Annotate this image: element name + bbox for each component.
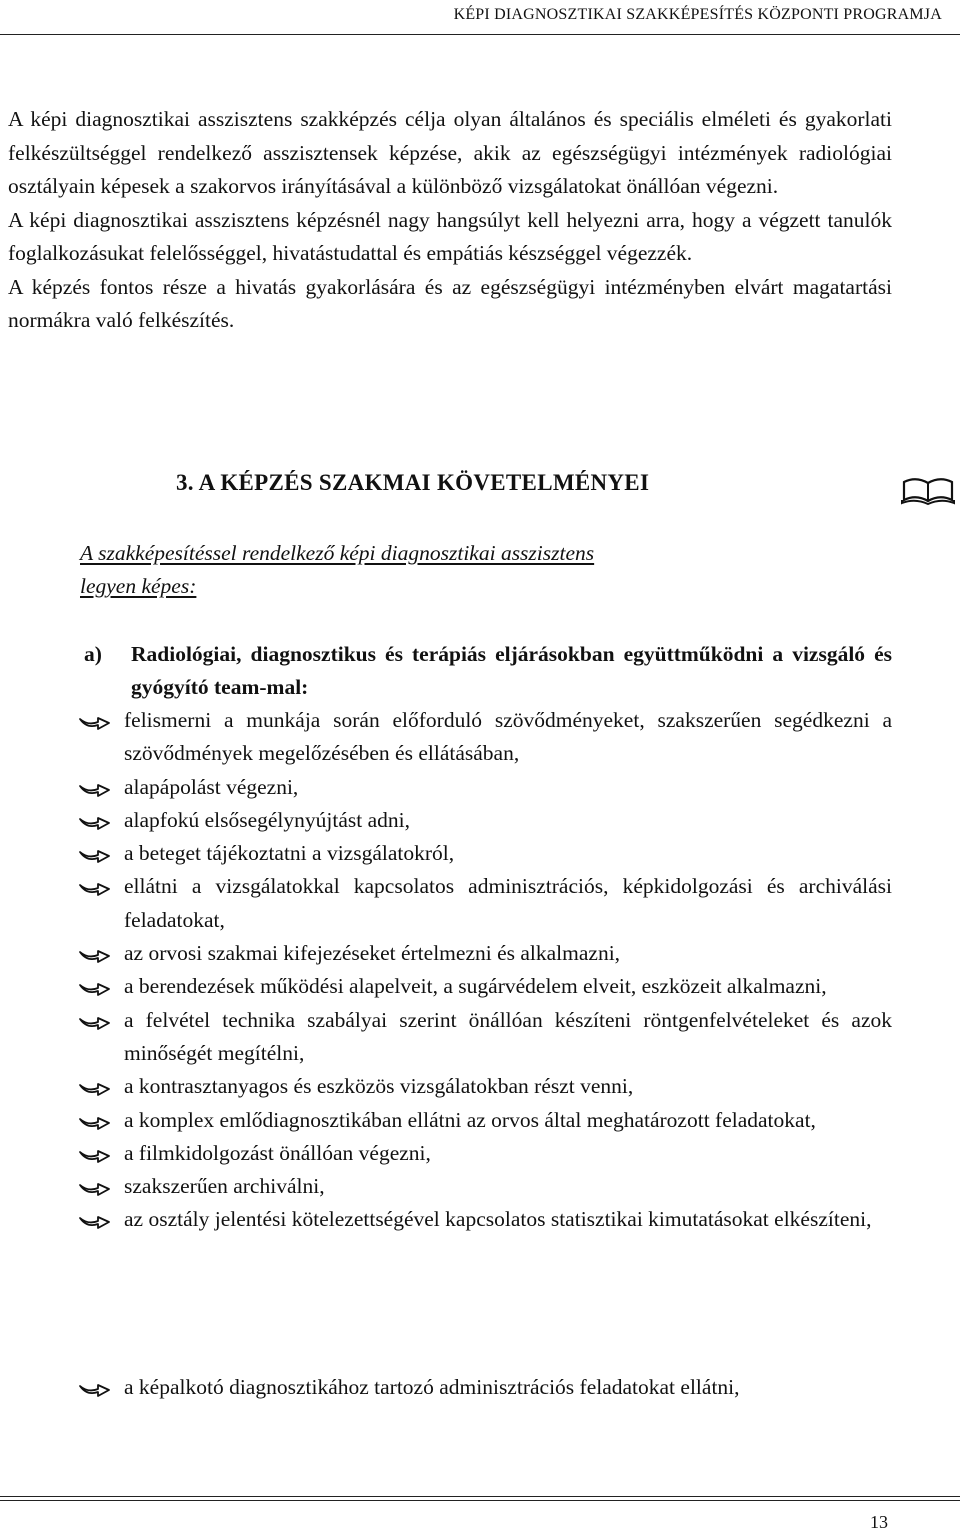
arrow-bullet-icon [78,846,112,864]
list-item-text: a kontrasztanyagos és eszközös vizsgálatokban részt venni, [124,1074,634,1099]
running-header: KÉPI DIAGNOSZTIKAI SZAKKÉPESÍTÉS KÖZPONTI PROGRAMJA [453,6,942,23]
list-item [78,937,892,970]
list-item-text: az orvosi szakmai kifejezéseket értelmezni és alkalmazni, [124,941,621,966]
intro-paragraph: A képi diagnosztikai asszisztens szakképzés célja olyan általános és speciális elméleti és gyakorlati felkészültséggel rendelkező asszisztensek képzése, akik az egészségügyi intézmények radiológiai osztályain képesek a szakorvos irányításával a különböző vizsgálatokat önállóan végezni. [8,107,892,198]
footer-rule [0,1500,960,1501]
list-item [78,1371,892,1404]
intro-text [8,103,892,338]
list-item-text: a filmkidolgozást önállóan végezni, [124,1140,431,1165]
arrow-bullet-icon [78,1380,112,1398]
list-item [78,1004,892,1071]
subtitle-line: legyen képes: [80,574,197,598]
arrow-bullet-icon [78,946,112,964]
arrow-bullet-icon [78,1079,112,1097]
header-rule [0,34,960,35]
arrow-bullet-icon [78,1179,112,1197]
arrow-bullet-icon [78,979,112,997]
group-letter: a) [84,642,102,666]
list-item [78,1203,892,1236]
list-item-text: a berendezések működési alapelveit, a sugárvédelem elveit, eszközeit alkalmazni, [124,974,827,999]
arrow-bullet-icon [78,713,112,731]
list-item-text: a beteget tájékoztatni a vizsgálatokról, [124,841,455,866]
group-heading: Radiológiai, diagnosztikus és terápiás eljárásokban együttműködni a vizsgáló és gyógyító team-mal: [131,642,892,699]
section-subtitle [80,537,780,603]
list-item [78,1170,892,1203]
subtitle-line: A szakképesítéssel rendelkező képi diagnosztikai asszisztens [80,541,595,565]
list-item [78,970,892,1003]
list-item [78,870,892,937]
arrow-bullet-icon [78,1146,112,1164]
list-item-text: ellátni a vizsgálatokkal kapcsolatos adminisztrációs, képkidolgozási és archiválási feladatokat, [124,874,892,932]
section-title: 3. A KÉPZÉS SZAKMAI KÖVETELMÉNYEI [176,470,650,495]
list-item [78,1104,892,1137]
list-item-text: a felvétel technika szabályai szerint önállóan készíteni röntgenfelvételeket és azok minőségét megítélni, [124,1007,892,1065]
arrow-bullet-icon [78,1113,112,1131]
page-number: 13 [870,1512,888,1532]
list-item [78,837,892,870]
list-item-text: alapápolást végezni, [124,774,299,799]
requirement-list [78,1371,892,1404]
list-item-text: felismerni a munkája során előforduló szövődményeket, szakszerűen segédkezni a szövődmények megelőzésében és ellátásában, [124,708,892,766]
list-item-text: az osztály jelentési kötelezettségével kapcsolatos statisztikai kimutatásokat elkészíteni, [124,1207,872,1232]
intro-paragraph: A képi diagnosztikai asszisztens képzésnél nagy hangsúlyt kell helyezni arra, hogy a végzett tanulók foglalkozásukat felelősséggel, hivatástudattal és empátiás készséggel végezzék. [8,207,892,265]
arrow-bullet-icon [78,813,112,831]
list-item [78,771,892,804]
arrow-bullet-icon [78,1013,112,1031]
intro-paragraph: A képzés fontos része a hivatás gyakorlására és az egészségügyi intézményben elvárt magatartási normákra való felkészítés. [8,274,892,332]
list-item-text: a komplex emlődiagnosztikában ellátni az orvos által meghatározott feladatokat, [124,1107,816,1132]
requirement-group-a [84,638,892,704]
open-book-icon [900,476,956,506]
list-item-text: szakszerűen archiválni, [124,1174,325,1199]
list-item-text: alapfokú elsősegélynyújtást adni, [124,807,410,832]
arrow-bullet-icon [78,780,112,798]
arrow-bullet-icon [78,879,112,897]
requirement-list [78,704,892,1237]
list-item-text: a képalkotó diagnosztikához tartozó adminisztrációs feladatokat ellátni, [124,1375,740,1399]
arrow-bullet-icon [78,1212,112,1230]
list-item [78,1070,892,1103]
footer-rule [0,1496,960,1497]
list-item [78,804,892,837]
list-item [78,1137,892,1170]
list-item [78,704,892,771]
